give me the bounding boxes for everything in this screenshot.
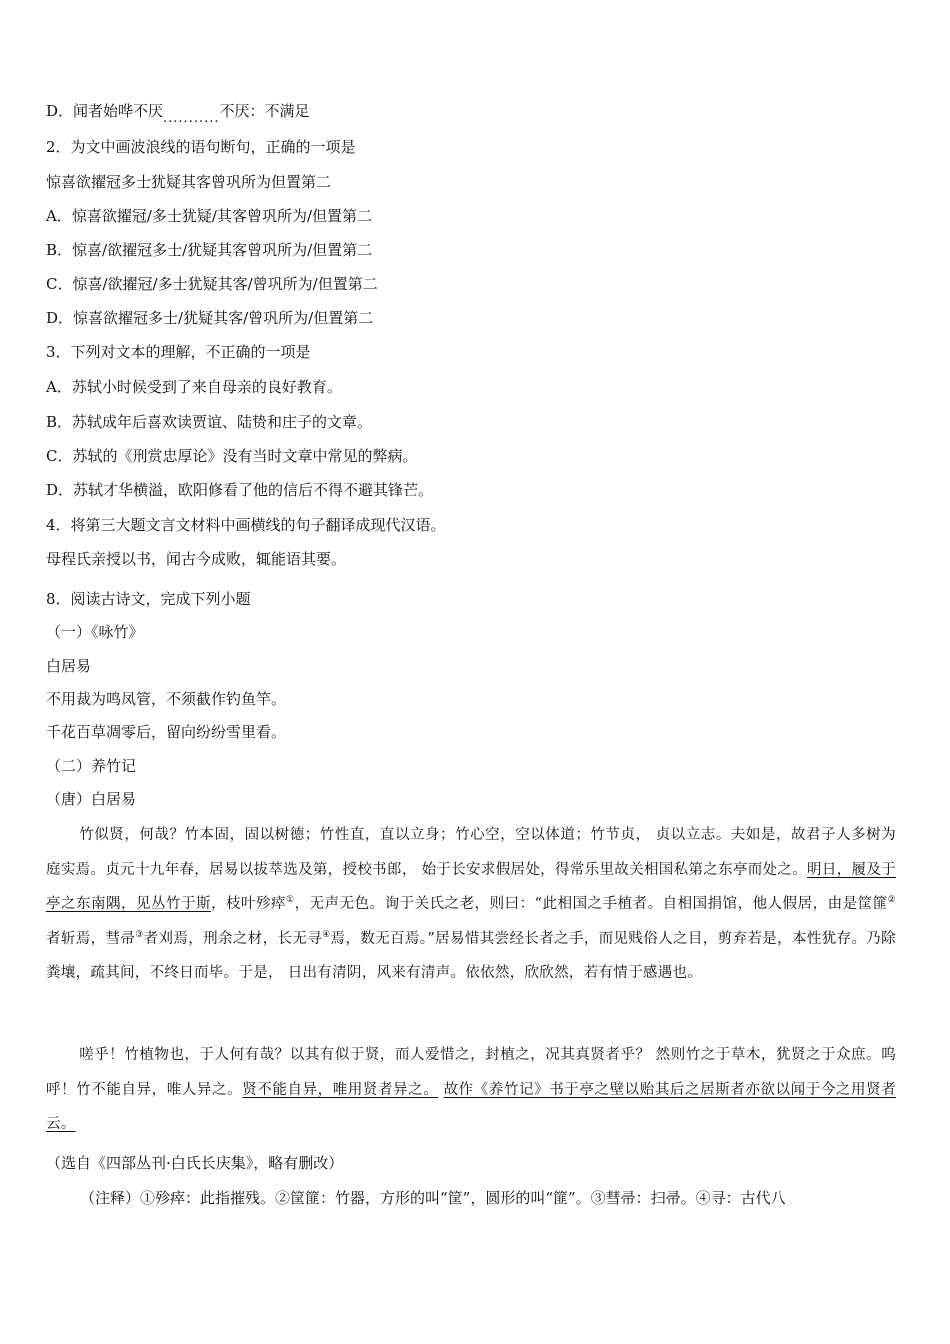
q1-option-d (46, 101, 310, 126)
emphasis-dots: ........... (163, 111, 220, 126)
q2-option-d: D．惊喜欲擢冠多士/犹疑其客/曾巩所为/但置第二 (46, 309, 374, 327)
note-marker-3: ③ (135, 929, 144, 940)
poem-line-2: 千花百草凋零后，留向纷纷雪里看。 (46, 723, 287, 741)
q2-option-b: B．惊喜/欲擢冠多士/犹疑其客曾巩所为/但置第二 (46, 241, 373, 259)
note-marker-2: ② (887, 895, 896, 906)
essay-source: （选自《四部丛刊·白氏长庆集》，略有删改） (46, 1154, 344, 1172)
q3-option-b: B．苏轼成年后喜欢读贾谊、陆贽和庄子的文章。 (46, 413, 373, 431)
q2-option-a: A．惊喜欲擢冠/多士犹疑/其客曾巩所为/但置第二 (46, 207, 372, 225)
underlined-sentence: 明日，履及于亭之东南隅，见丛竹于斯 (46, 861, 896, 912)
poem-line-1: 不用裁为鸣凤管，不须截作钓鱼竿。 (46, 690, 287, 708)
q2-option-c: C．惊喜/欲擢冠/多士犹疑其客/曾巩所为/但置第二 (46, 275, 378, 293)
annotations: （注释）①殄瘁：此指摧残。②筐篚：竹器，方形的叫“筐”，圆形的叫“篚”。③彗帚：扫帚。④寻：古代八 (80, 1189, 786, 1207)
underlined-sentence-2: 故作《养竹记》书于亭之壁以贻其后之居斯者亦欲以闻于今之用贤者云。 (46, 1081, 896, 1132)
q2-title: 2．为文中画波浪线的语句断句，正确的一项是 (46, 138, 356, 156)
q3-title: 3．下列对文本的理解，不正确的一项是 (46, 343, 311, 361)
underlined-sentence-1: 贤不能自异，唯用贤者异之。 (242, 1081, 439, 1098)
q2-sentence: 惊喜欲擢冠多士犹疑其客曾巩所为但置第二 (46, 173, 332, 191)
q8-title: 8．阅读古诗文，完成下列小题 (46, 590, 251, 608)
option-d-text: D．闻者始哗不厌 (46, 102, 164, 120)
essay-heading: （二）养竹记 (46, 757, 137, 775)
q4-sentence: 母程氏亲授以书，闻古今成败，辄能语其要。 (46, 550, 347, 568)
q3-option-a: A．苏轼小时候受到了来自母亲的良好教育。 (46, 378, 342, 396)
essay-author: （唐）白居易 (46, 790, 137, 808)
q3-option-c: C．苏轼的《刑赏忠厚论》没有当时文章中常见的弊病。 (46, 447, 418, 465)
note-marker-4: ④ (322, 929, 331, 940)
essay-paragraph-1: 竹似贤，何哉？竹本固，固以树德；竹性直，直以立身；竹心空，空以体道；竹节贞， 贞以立志。夫如是，故君子人多树为庭实焉。贞元十九年春，居易以拔萃选及第，授校书郎， 始于长安求假居处，得常乐里故关相国私第之东亭而处之。明日，履及于亭之东南隅，见丛竹于斯，枝叶殄瘁①，无声无色。询于关氏之老，则曰：“此相国之手植者。自相国捐馆，他人假居，由是筐篚②者斩焉，彗帚③者刈焉，刑余之材，长无寻④焉，数无百焉。”居易惜其尝经长者之手，而见贱俗人之目，剪弃若是，本性犹存。乃除粪壤，疏其间，不终日而毕。于是， 日出有清阴，风来有清声。依依然，欣欣然，若有情于感遇也。 (46, 827, 896, 981)
note-marker-1: ① (286, 895, 295, 906)
poem-heading: （一）《咏竹》 (46, 623, 144, 641)
q3-option-d: D．苏轼才华横溢，欧阳修看了他的信后不得不避其锋芒。 (46, 481, 434, 499)
option-d-gloss: 不厌：不满足 (219, 102, 310, 120)
essay-paragraph-2: 嗟乎！竹植物也，于人何有哉？以其有似于贤，而人爱惜之，封植之，况其真贤者乎？ 然则竹之于草木，犹贤之于众庶。呜呼！竹不能自异，唯人异之。贤不能自异，唯用贤者异之。 故作《养竹记》书于亭之壁以贻其后之居斯者亦欲以闻于今之用贤者云。 (46, 1047, 896, 1132)
poem-author: 白居易 (46, 657, 92, 675)
q4-title: 4．将第三大题文言文材料中画横线的句子翻译成现代汉语。 (46, 516, 446, 534)
